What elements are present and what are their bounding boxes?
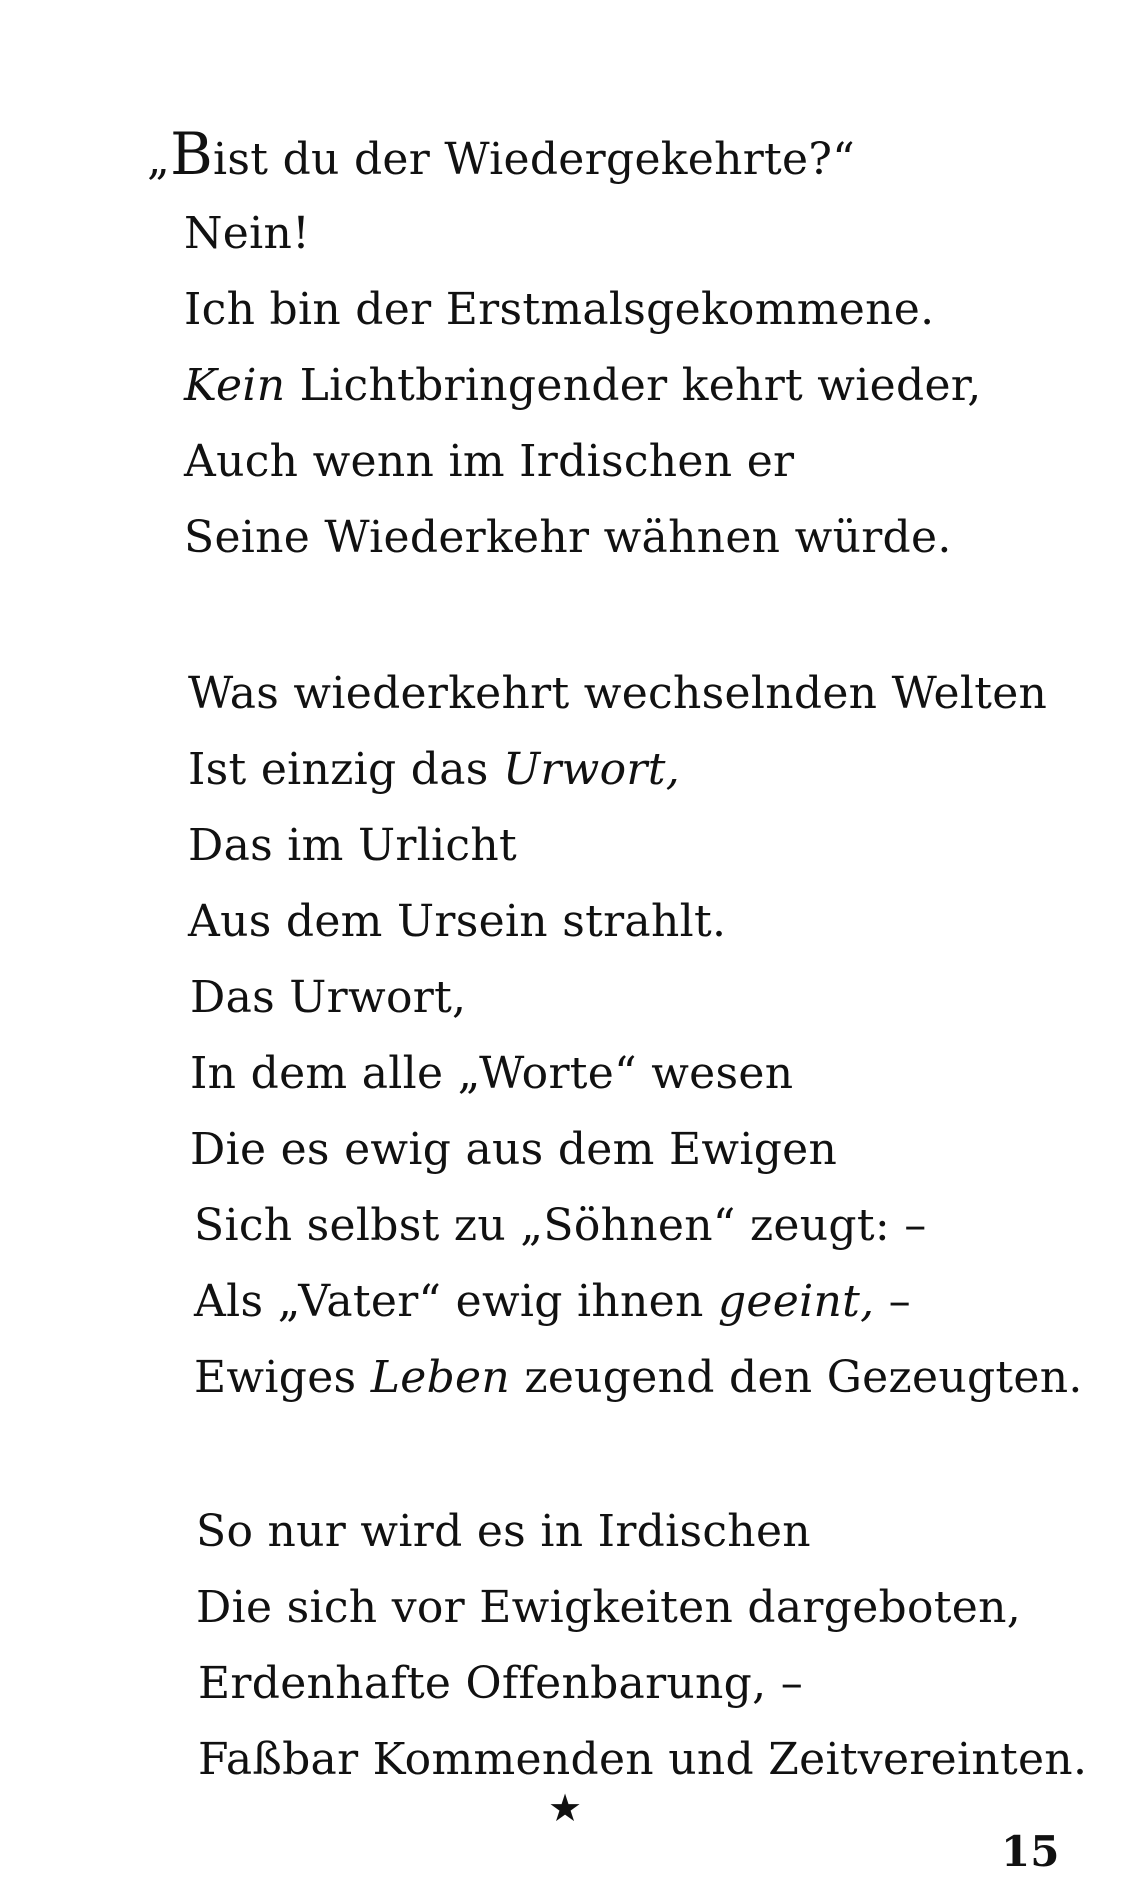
poem-line: Die es ewig aus dem Ewigen — [190, 1124, 838, 1175]
poem-line: So nur wird es in Irdischen — [196, 1506, 811, 1557]
poem-line: Auch wenn im Irdischen er — [184, 436, 795, 487]
initial-capital: B — [170, 120, 214, 188]
emphasis: Urwort, — [502, 744, 681, 795]
poem-line: Ewiges Leben zeugend den Gezeugten. — [194, 1352, 1083, 1403]
poem-line: Ist einzig das Urwort, — [188, 744, 681, 795]
emphasis: geeint, — [717, 1276, 875, 1327]
star-ornament: ★ — [548, 1786, 583, 1830]
poem-line: Aus dem Ursein strahlt. — [188, 896, 727, 947]
page-number: 15 — [1001, 1827, 1060, 1876]
poem-line: Die sich vor Ewigkeiten dargeboten, — [196, 1582, 1022, 1633]
emphasis: Leben — [370, 1352, 511, 1403]
poem-line: Was wiederkehrt wechselnden Welten — [188, 668, 1048, 719]
poem-line: „Bist du der Wiedergekehrte?“ — [147, 120, 856, 188]
poem-line: Erdenhafte Offenbarung, – — [198, 1658, 804, 1709]
poem-line: Nein! — [184, 208, 311, 259]
opening-quote: „ — [147, 134, 171, 185]
poem-line: Das im Urlicht — [188, 820, 517, 871]
poem-line: Seine Wiederkehr wähnen würde. — [184, 512, 952, 563]
emphasis: Kein — [184, 360, 286, 411]
poem-line: Ich bin der Erstmalsgekommene. — [184, 284, 935, 335]
poem-line: Faßbar Kommenden und Zeitvereinten. — [198, 1734, 1088, 1785]
poem-line: Sich selbst zu „Söhnen“ zeugt: – — [194, 1200, 927, 1251]
poem-line: In dem alle „Worte“ wesen — [190, 1048, 794, 1099]
poem-line: Als „Vater“ ewig ihnen geeint, – — [194, 1276, 911, 1327]
poem-line: Kein Lichtbringender kehrt wieder, — [184, 360, 982, 411]
poem-line: Das Urwort, — [190, 972, 467, 1023]
